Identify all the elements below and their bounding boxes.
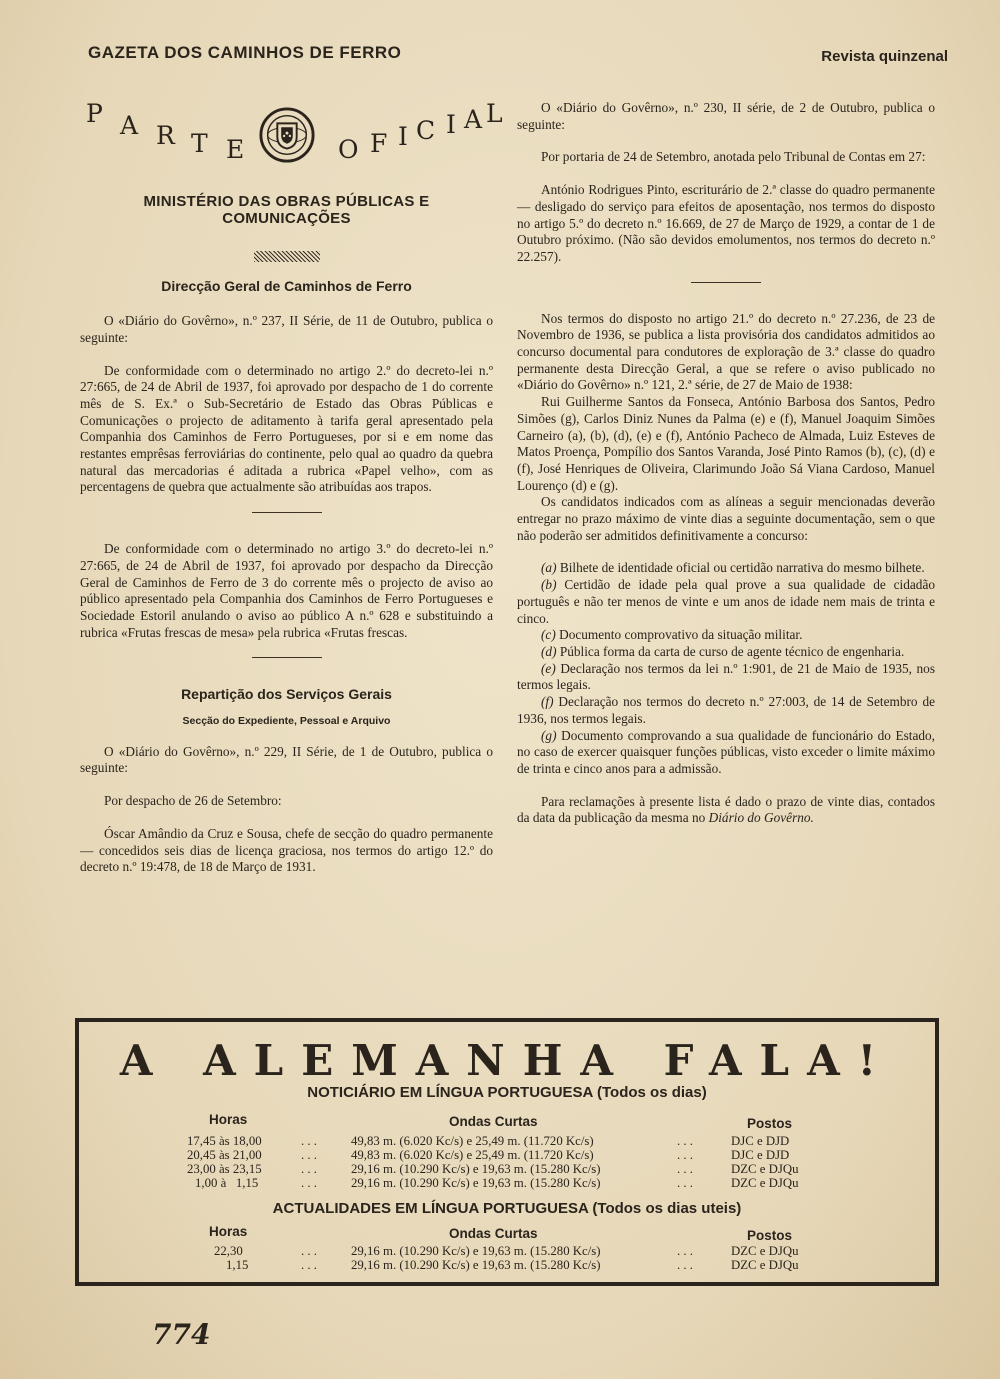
list-item: (a) Bilhete de identidade oficial ou certidão narrativa do mesmo bilhete.: [541, 560, 925, 576]
table-row: 20,45 às 21,00 . . . 49,83 m. (6.020 Kc/s) e 25,49 m. (11.720 Kc/s) . . . DJC e DJD: [187, 1148, 790, 1162]
heading-letter: I: [446, 110, 456, 139]
heading-letter: A: [464, 105, 483, 134]
column-header-horas: Horas: [209, 1224, 248, 1239]
ornament-divider: [254, 251, 320, 262]
paragraph: O «Diário do Govêrno», n.º 230, II série, de 2 de Outubro, publica o seguinte:: [517, 100, 935, 132]
column-header-postos: Postos: [747, 1228, 793, 1243]
column-header-ondas: Ondas Curtas: [449, 1226, 538, 1241]
ad-title: A ALEMANHA FALA!: [119, 1036, 895, 1085]
paragraph: Os candidatos indicados com as alíneas a seguir mencionadas deverão entregar no prazo máximo de vinte dias a seguinte documentação, sem o que não poderão ser admitidos definitivamente a concurso:: [517, 494, 935, 543]
paragraph: Óscar Amândio da Cruz e Sousa, chefe de secção do quadro permanente — concedidos seis dias de licença graciosa, nos termos do artigo 12.º do decreto n.º 19:478, de 18 de Março de 1931.: [80, 825, 493, 875]
heading-letter: I: [398, 122, 408, 151]
heading-letter: O: [338, 135, 359, 164]
table-row: 23,00 às 23,15 . . . 29,16 m. (10.290 Kc/s) e 19,63 m. (15.280 Kc/s) . . . DZC e DJQu: [187, 1162, 799, 1176]
list-item: (f) Declaração nos termos do decreto n.º 27:003, de 14 de Setembro de 1936, nos termos legais.: [517, 694, 935, 726]
portuguese-coat-of-arms-icon: [258, 106, 316, 164]
table-row: 17,45 às 18,00 . . . 49,83 m. (6.020 Kc/s) e 25,49 m. (11.720 Kc/s) . . . DJC e DJD: [187, 1134, 790, 1148]
divider: [252, 512, 322, 513]
publication-title: GAZETA DOS CAMINHOS DE FERRO: [88, 43, 402, 62]
section-heading: Direcção Geral de Caminhos de Ferro: [161, 278, 412, 295]
table-row: 1,15 . . . 29,16 m. (10.290 Kc/s) e 19,63 m. (15.280 Kc/s) . . . DZC e DJQu: [226, 1258, 799, 1272]
paragraph: O «Diário do Govêrno», n.º 229, II Série, de 1 de Outubro, publica o seguinte:: [80, 743, 493, 776]
right-column: [517, 100, 935, 827]
table-row: 1,00 à 1,15 . . . 29,16 m. (10.290 Kc/s) e 19,63 m. (15.280 Kc/s) . . . DZC e DJQu: [195, 1176, 799, 1190]
table-row: 22,30 . . . 29,16 m. (10.290 Kc/s) e 19,63 m. (15.280 Kc/s) . . . DZC e DJQu: [214, 1244, 799, 1258]
list-item: (e) Declaração nos termos da lei n.º 1:901, de 21 de Maio de 1935, nos termos legais.: [517, 660, 935, 693]
advertisement-box: [75, 1018, 939, 1286]
heading-letter: T: [191, 129, 208, 158]
section-heading: Repartição dos Serviços Gerais: [181, 686, 392, 703]
column-header-postos: Postos: [747, 1116, 793, 1131]
paragraph: De conformidade com o determinado no artigo 3.º do decreto-lei n.º 27:665, de 24 de Abril de 1937, foi aprovado por despacho da Direcção Geral de Caminhos de Ferro de 3 do corrente mês o projecto de aviso ao público apresentado pela Companhia dos Caminhos de Ferro Portugueses e Sociedade Estoril anulando o aviso ao público A n.º 628 e substituindo a rubrica «Frutas frescas de mesa» pela rubrica «Frutas frescas.: [80, 541, 493, 640]
heading-letter: L: [486, 99, 503, 128]
column-header-ondas: Ondas Curtas: [449, 1114, 538, 1129]
heading-letter: C: [416, 116, 436, 145]
subsection-heading: Secção do Expediente, Pessoal e Arquivo: [182, 715, 391, 728]
column-header-horas: Horas: [209, 1112, 248, 1127]
heading-letter: P: [86, 99, 103, 128]
ad-subtitle: NOTICIÁRIO EM LÍNGUA PORTUGUESA (Todos os dias): [307, 1084, 707, 1101]
ad-subtitle: ACTUALIDADES EM LÍNGUA PORTUGUESA (Todos os dias uteis): [272, 1200, 742, 1217]
heading-letter: R: [156, 121, 175, 150]
paragraph: Para reclamações à presente lista é dado o prazo de vinte dias, contados da data da publicação da mesma no Diário do Govêrno.: [517, 793, 935, 826]
divider: [252, 657, 322, 658]
heading-letter: A: [120, 111, 139, 140]
heading-letter: F: [370, 129, 388, 158]
paragraph: Rui Guilherme Santos da Fonseca, António Barbosa dos Santos, Pedro Simões (g), Carlos Diniz Nunes da Palma (e) e (f), Manuel Joaquim Simões Carneiro (a), (b), (d), (e) e (f), António Pacheco de Almada, Luiz Esteves de Matos Proença, Pompílio dos Santos Varanda, José Pinto Ramos (b), (c), (d) e (f), José Henriques de Oliveira, Clarimundo João Sá Viana Cardoso, Manuel Lourenço (d) e (g).: [517, 394, 935, 493]
paragraph: Nos termos do disposto no artigo 21.º do decreto n.º 27.236, de 23 de Novembro de 1936, se publica a lista provisória dos candidatos admitidos ao concurso documental para condutores de exploração de 3.ª classe do quadro permanente desta Direcção Geral, a que se refere o aviso publicado no «Diário do Govêrno» n.º 121, 2.ª série, de 27 de Maio de 1938:: [517, 310, 935, 393]
paragraph: Por portaria de 24 de Setembro, anotada pelo Tribunal de Contas em 27:: [541, 149, 926, 165]
publication-frequency: Revista quinzenal: [821, 48, 948, 65]
paragraph: De conformidade com o determinado no artigo 2.º do decreto-lei n.º 27:665, de 24 de Abril de 1937, foi aprovado por despacho de 1 do corrente mês de S. Ex.ª o Sub-Secretário de Estado das Obras Públicas e Comunicações o projecto de aditamento à tarifa geral apresentado pela Companhia dos Caminhos de Ferro Portugueses, por si e em nome das restantes emprêsas ferroviárias do continente, pelo qual ao quadro da quebra natural das mercadorias é aditada a rubrica «Papel velho», com as percentagens de quebra que actualmente são atribuídas aos trapos.: [80, 362, 493, 495]
list-item: (b) Certidão de idade pela qual prove a sua qualidade de cidadão português e não ter menos de vinte e um anos de idade nem mais de trinta e cinco.: [517, 577, 936, 626]
left-column: [80, 99, 503, 876]
paragraph: O «Diário do Govêrno», n.º 237, II Série, de 11 de Outubro, publica o seguinte:: [80, 313, 493, 345]
parte-oficial-heading: [80, 99, 503, 172]
paragraph: António Rodrigues Pinto, escriturário de 2.ª classe do quadro permanente — desligado do serviço para efeitos de aposentação, nos termos do disposto no artigo 5.º do decreto n.º 16.669, de 27 de Março de 1929, a contar de 1 de Outubro próximo. (Não são devidos emolumentos, nos termos do decreto n.º 22.257).: [517, 182, 935, 264]
requirements-list: [517, 560, 935, 777]
list-item: (c) Documento comprovativo da situação militar.: [541, 627, 803, 643]
list-item: (g) Documento comprovando a sua qualidade de funcionário do Estado, no caso de exercer quaisquer funções públicas, visto exceder o limite máximo de trinta e cinco anos para a admissão.: [517, 727, 936, 776]
list-item: (d) Pública forma da carta de curso de agente técnico de engenharia.: [541, 643, 905, 659]
page-number: 774: [152, 1318, 211, 1351]
heading-letter: E: [226, 135, 245, 164]
paragraph: Por despacho de 26 de Setembro:: [104, 793, 282, 809]
ministry-heading: MINISTÉRIO DAS OBRAS PÚBLICAS E COMUNICAÇÕES: [143, 193, 430, 227]
divider: [691, 282, 761, 283]
